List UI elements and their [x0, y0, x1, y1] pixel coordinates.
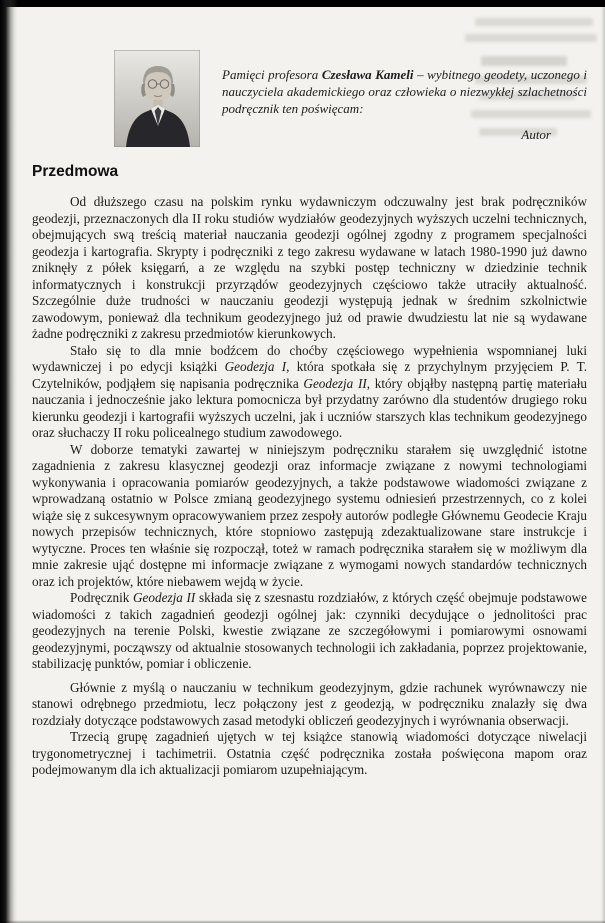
text-run: Trzecią grupę zagadnień ujętych w tej książce stanowią wiadomości dotyczące niwelacji trygonometrycznej i tachimetrii. Ostatnia część podręcznika została poświęcona mapom oraz podejmowanym dla ich aktualizacji pomiarom uzupełniającym. — [32, 729, 587, 777]
text-run: Geodezja II — [303, 375, 367, 391]
scan-edge-left — [0, 0, 18, 923]
dedication-text — [222, 50, 587, 117]
text-run: , która spotkała się z przychylnym przyjęciem P. T. Czytelników, podjąłem się napisania podręcznika — [32, 359, 588, 391]
scan-edge-right — [601, 0, 605, 923]
text-run: składa się z szesnastu rozdziałów, z których część obejmuje podstawowe wiadomości z takich zagadnień geodezji ogólnej jak: czynniki decydujące o jednolitości prac geodezyjnych na terenie Polski, kwestie związane ze szczegółowymi i pomiarowymi osnowami geodezyjnymi, począwszy od aktualnie stosowanych technologii ich zakładania, poprzez projektowanie, stabilizację punktów, pomiar i obliczenie. — [32, 590, 588, 671]
page-content — [32, 50, 587, 779]
text-run: Czesława Kameli — [321, 67, 414, 82]
body-paragraphs — [32, 194, 587, 779]
text-run: Stało się to dla mnie bodźcem do choćby częściowego wypełnienia wspomnianej luki wydawniczej i po edycji książki — [32, 342, 587, 374]
text-run: Geodezja I — [224, 359, 287, 374]
scan-edge-top — [0, 0, 605, 7]
portrait-illustration — [114, 50, 200, 147]
preface-heading: Przedmowa — [32, 163, 119, 180]
text-run: Głównie z myślą o nauczaniu w technikum geodezyjnym, gdzie rachunek wyrównawczy nie stanowi odrębnego przedmiotu, lecz połączony jest z geodezją, w podręczniku znalazły się dwa rozdziały dotyczące podstawowych zasad metodyki obliczeń geodezyjnych i wyrównania obserwacji. — [32, 679, 587, 728]
text-run: Pamięci profesora — [222, 67, 322, 82]
paragraph — [32, 680, 587, 730]
text-run: Geodezja II — [133, 590, 196, 605]
professor-portrait-photo — [114, 50, 200, 147]
dedication-signature: Autor — [521, 127, 551, 142]
dedication-block — [32, 50, 587, 147]
paragraph — [32, 442, 587, 591]
text-run: Podręcznik — [70, 590, 134, 605]
text-run: , który objąłby następną partię materiału nauczania i jednocześnie jako lektura pomocnicza był przydatny zarówno dla studentów drugiego roku kierunku geodezji i kartografii wyższych uczelni, jak i uczniów starszych klas technikum geodezyjnego oraz słuchaczy II roku policealnego studium zawodowego. — [32, 375, 588, 440]
text-run: W doborze tematyki zawartej w niniejszym podręczniku starałem się uwzględnić istotne zagadnienia z zakresu klasycznej geodezji oraz informacje związane z nowymi technologiami wykonywania i opracowania pomiarów geodezyjnych, a także podstawowe wiadomości związane z wprowadzaną ostatnio w Polsce zmianą geodezyjnego systemu odniesień przestrzennych, co z kolei wiąże się z sukcesywnym opracowywaniem przez zespoły autorów podległe Głównemu Geodecie Kraju nowych przepisów technicznych, które stopniowo zastępują zdezaktualizowane stare instrukcje i wytyczne. Proces ten właśnie się rozpoczął, toteż w ramach podręcznika starałem się w możliwym dla mnie zakresie ująć dostępne mi informacje związane z wymogami nowych standardów technicznych oraz ich projektów, które niebawem wejdą w życie. — [32, 441, 587, 589]
paragraph — [32, 729, 587, 779]
paragraph — [32, 343, 587, 442]
text-run: Od dłuższego czasu na polskim rynku wydawniczym odczuwalny jest brak podręczników geodezji, przeznaczonych dla II roku studiów wydziałów geodezyjnych wyższych uczelni technicznych, obejmujących swą treścią materiał nauczania geodezji ogólnej zgodny z programem specjalności geodezja i kartografia. Skrypty i podręczniki z tego zakresu wydawane w latach 1980-1990 już dawno zniknęły z półek księgarń, a ze względu na szybki postęp techniczny w dziedzinie technik informatycznych i konstrukcji przyrządów geodezyjnych częściowo także utraciły aktualność. Szczególnie duże trudności w nauczaniu geodezji występują jednak w średnim szkolnictwie zawodowym, ponieważ dla technikum geodezyjnego już od prawie dwudziestu lat nie są wydawane żadne podręczniki z zakresu przedmiotów kierunkowych. — [32, 194, 587, 341]
paragraph — [32, 590, 587, 673]
text-run: – wybitnego geodety, uczonego i nauczyciela akademickiego oraz człowieka o niezwykłej szlachetności podręcznik ten poświęcam: — [222, 67, 588, 116]
paragraph — [32, 194, 587, 343]
